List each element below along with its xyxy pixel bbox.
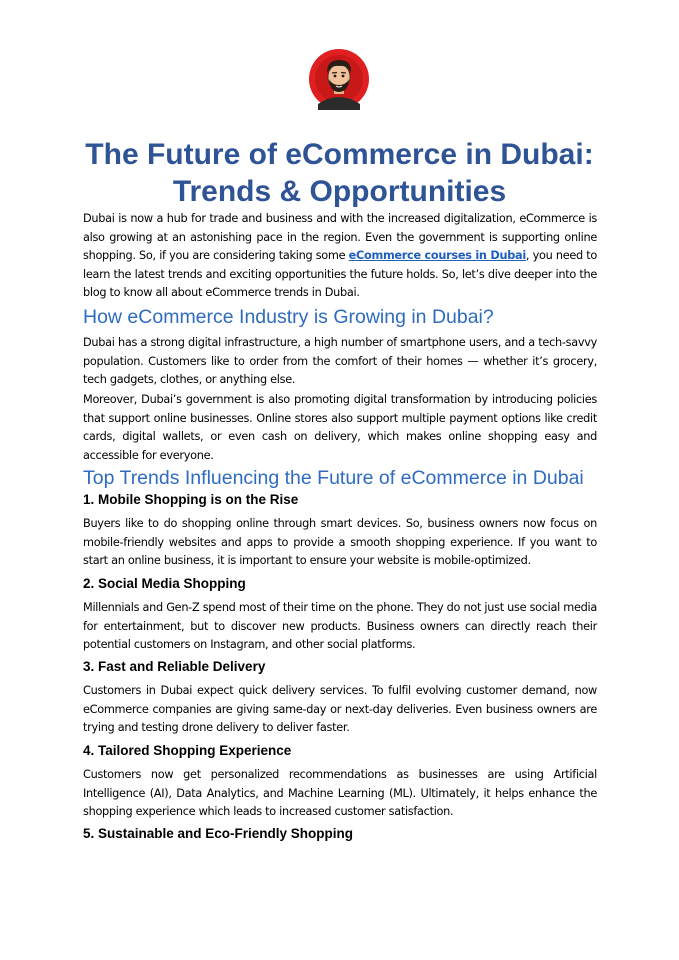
trend-text-mobile: Buyers like to do shopping online through smart devices. So, business owners now focus on mobile-friendly websites and apps to provide a smooth shopping experience. If you want to start an online business, it is important to ensure your website is mobile-optimized. <box>83 517 597 567</box>
title-line-1: The Future of eCommerce in Dubai: <box>85 138 594 171</box>
intro-text-before: Dubai is now a hub for trade and business and with the increased digitalization, eCommerce is also growing at an astonishing pace in the region. Even the government is supporting online shopping. So, if you are considering taking some <box>83 212 597 262</box>
trend-heading-delivery: 3. Fast and Reliable Delivery <box>83 659 266 674</box>
growth-paragraph-2: Moreover, Dubai’s government is also promoting digital transformation by introducing policies that support online businesses. Online stores also support multiple payment options like credit cards, digital wallets, or even cash on delivery, which makes online shopping easy and accessible for everyone. <box>83 393 597 462</box>
intro-text-after: , you need to learn the latest trends and exciting opportunities the future holds. So, let’s dive deeper into the blog to know all about eCommerce trends in Dubai. <box>83 249 597 299</box>
author-avatar <box>308 48 370 110</box>
trend-text-social: Millennials and Gen-Z spend most of their time on the phone. They do not just use social media for entertainment, but to discover new products. Business owners can directly reach their potential customers on Instagram, and other social platforms. <box>83 601 597 651</box>
trend-heading-mobile: 1. Mobile Shopping is on the Rise <box>83 492 299 507</box>
cartoon-man-avatar-icon <box>308 48 370 110</box>
page-title <box>40 136 639 210</box>
title-line-2: Trends & Opportunities <box>172 175 507 208</box>
intro-paragraph <box>83 210 597 303</box>
trend-heading-social: 2. Social Media Shopping <box>83 576 246 591</box>
trend-heading-tailored: 4. Tailored Shopping Experience <box>83 743 292 758</box>
trend-text-delivery: Customers in Dubai expect quick delivery services. To fulfil evolving customer demand, now eCommerce companies are giving same-day or next-day deliveries. Even business owners are trying and testing drone delivery to deliver faster. <box>83 684 597 734</box>
section-heading-trends: Top Trends Influencing the Future of eCommerce in Dubai <box>83 467 584 489</box>
trend-heading-sustainable: 5. Sustainable and Eco-Friendly Shopping <box>83 826 354 841</box>
ecommerce-courses-link[interactable]: eCommerce courses in Dubai <box>348 249 526 262</box>
trend-text-tailored: Customers now get personalized recommendations as businesses are using Artificial Intelligence (AI), Data Analytics, and Machine Learning (ML). Ultimately, it helps enhance the shopping experience which leads to increased customer satisfaction. <box>83 768 597 818</box>
growth-paragraph-1: Dubai has a strong digital infrastructure, a high number of smartphone users, and a tech-savvy population. Customers like to order from the comfort of their homes — whether it’s grocery, tech gadgets, clothes, or anything else. <box>83 336 597 386</box>
section-heading-growth: How eCommerce Industry is Growing in Dubai? <box>83 306 494 328</box>
